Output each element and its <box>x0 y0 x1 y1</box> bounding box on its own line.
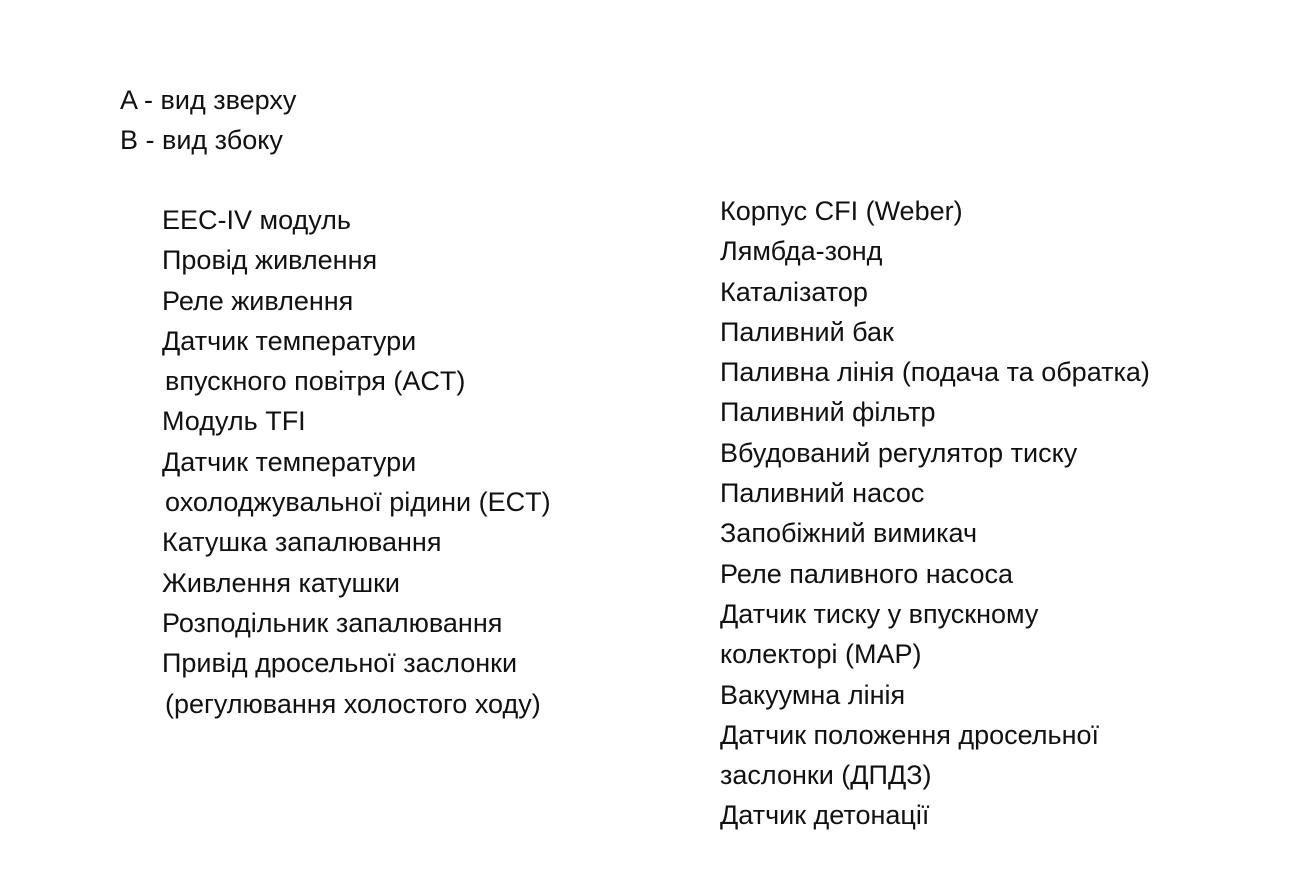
legend-item-label: Реле паливного насоса <box>720 558 1013 589</box>
legend-item-label-continued: охолоджувальної рідини (ECT) <box>165 487 551 518</box>
legend-item-label: Вакуумна лінія <box>720 679 906 710</box>
legend-item-label: Модуль TFI <box>162 406 306 437</box>
legend-item-label: Датчик температури <box>162 325 417 356</box>
legend-item-label: Катушка запалювання <box>162 527 442 558</box>
legend-item-label: Датчик детонації <box>720 800 930 831</box>
legend-item-label: Датчик положення дросельної <box>720 719 1100 750</box>
legend-item-label-continued: колекторі (MAP) <box>720 639 922 670</box>
legend-item-label: Вбудований регулятор тиску <box>720 437 1078 468</box>
view-legend-item: B - вид збоку <box>120 125 283 156</box>
legend-item-label-continued: (регулювання холостого ходу) <box>165 688 541 719</box>
legend-item-label: Запобіжний вимикач <box>720 518 978 549</box>
legend-item-label: Живлення катушки <box>162 567 401 598</box>
legend-item-label-continued: заслонки (ДПДЗ) <box>720 760 932 791</box>
legend-item-label: Датчик тиску у впускному <box>720 598 1039 629</box>
legend-item-label-continued: впускного повітря (ACT) <box>165 366 466 397</box>
legend-item-label: Паливний насос <box>720 478 925 509</box>
legend-item-label: Реле живлення <box>162 285 354 316</box>
legend-item-label: Лямбда-зонд <box>720 236 883 267</box>
view-legend-item: A - вид зверху <box>120 85 297 115</box>
legend-item-label: EEC-IV модуль <box>162 205 351 235</box>
legend-item-label: Паливний бак <box>720 316 894 347</box>
legend-item-label: Привід дросельної заслонки <box>162 648 518 679</box>
view-legend <box>120 80 296 161</box>
legend-item-label: Паливна лінія (подача та обратка) <box>720 357 1150 388</box>
legend-item-label: Паливний фільтр <box>720 397 936 428</box>
legend-item-label: Каталізатор <box>720 276 868 307</box>
legend-item-label: Провід живлення <box>162 245 378 276</box>
legend-item-label: Корпус CFI (Weber) <box>720 196 963 226</box>
legend-item-label: Розподільник запалювання <box>162 607 503 638</box>
legend-item-label: Датчик температури <box>162 446 417 477</box>
